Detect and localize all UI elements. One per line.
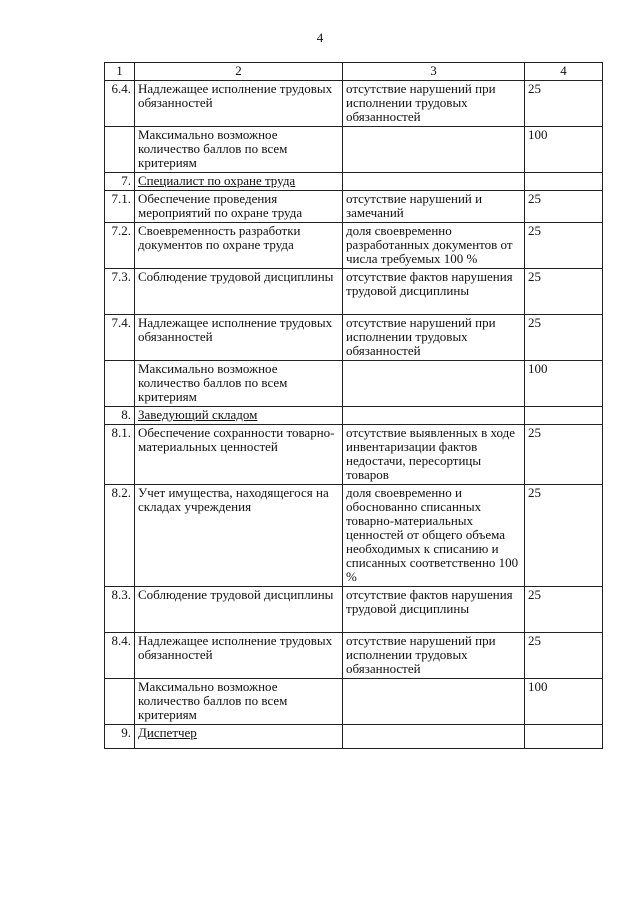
- table-header-row: [105, 63, 603, 81]
- row-number: 7.1.: [105, 191, 135, 223]
- table-row: [105, 361, 603, 407]
- indicator-text: отсутствие нарушений при исполнении трудовых обязанностей: [343, 315, 525, 361]
- indicator-text: отсутствие нарушений и замечаний: [343, 191, 525, 223]
- indicator-text: [343, 407, 525, 425]
- table-row: [105, 191, 603, 223]
- row-number: 8.: [105, 407, 135, 425]
- table-row: [105, 269, 603, 315]
- indicator-text: отсутствие фактов нарушения трудовой дисциплины: [343, 269, 525, 315]
- section-row: [105, 725, 603, 749]
- score-value: [525, 725, 603, 749]
- score-value: 100: [525, 361, 603, 407]
- row-number: 8.3.: [105, 587, 135, 633]
- criterion-text: Диспетчер: [135, 725, 343, 749]
- score-value: [525, 173, 603, 191]
- table-row: [105, 587, 603, 633]
- score-value: 25: [525, 485, 603, 587]
- header-col-4: 4: [525, 63, 603, 81]
- indicator-text: [343, 127, 525, 173]
- score-value: 25: [525, 191, 603, 223]
- table-row: [105, 633, 603, 679]
- indicator-text: отсутствие выявленных в ходе инвентаризации фактов недостачи, пересортицы товаров: [343, 425, 525, 485]
- row-number: [105, 127, 135, 173]
- indicator-text: отсутствие нарушений при исполнении трудовых обязанностей: [343, 81, 525, 127]
- criteria-table: [104, 62, 603, 749]
- criterion-text: Надлежащее исполнение трудовых обязанностей: [135, 633, 343, 679]
- section-row: [105, 173, 603, 191]
- criterion-text: Соблюдение трудовой дисциплины: [135, 587, 343, 633]
- table-row: [105, 223, 603, 269]
- table-row: [105, 315, 603, 361]
- criterion-text: Максимально возможное количество баллов по всем критериям: [135, 127, 343, 173]
- row-number: 7.2.: [105, 223, 135, 269]
- row-number: 8.4.: [105, 633, 135, 679]
- indicator-text: отсутствие нарушений при исполнении трудовых обязанностей: [343, 633, 525, 679]
- row-number: 7.3.: [105, 269, 135, 315]
- table-row: [105, 679, 603, 725]
- indicator-text: [343, 725, 525, 749]
- criterion-text: Специалист по охране труда: [135, 173, 343, 191]
- table-row: [105, 127, 603, 173]
- table-row: [105, 485, 603, 587]
- indicator-text: [343, 173, 525, 191]
- row-number: 9.: [105, 725, 135, 749]
- indicator-text: отсутствие фактов нарушения трудовой дисциплины: [343, 587, 525, 633]
- score-value: 25: [525, 425, 603, 485]
- criterion-text: Максимально возможное количество баллов по всем критериям: [135, 361, 343, 407]
- criterion-text: Учет имущества, находящегося на складах учреждения: [135, 485, 343, 587]
- indicator-text: доля своевременно разработанных документов от числа требуемых 100 %: [343, 223, 525, 269]
- criterion-text: Своевременность разработки документов по охране труда: [135, 223, 343, 269]
- table-body: [105, 81, 603, 749]
- score-value: 25: [525, 269, 603, 315]
- criterion-text: Заведующий складом: [135, 407, 343, 425]
- criterion-text: Максимально возможное количество баллов по всем критериям: [135, 679, 343, 725]
- row-number: 8.2.: [105, 485, 135, 587]
- row-number: 7.4.: [105, 315, 135, 361]
- table-row: [105, 81, 603, 127]
- score-value: [525, 407, 603, 425]
- page-number: 4: [316, 30, 324, 45]
- header-col-3: 3: [343, 63, 525, 81]
- row-number: 7.: [105, 173, 135, 191]
- score-value: 25: [525, 587, 603, 633]
- indicator-text: [343, 679, 525, 725]
- score-value: 25: [525, 81, 603, 127]
- score-value: 100: [525, 127, 603, 173]
- score-value: 100: [525, 679, 603, 725]
- header-col-1: 1: [105, 63, 135, 81]
- criterion-text: Обеспечение сохранности товарно-материальных ценностей: [135, 425, 343, 485]
- row-number: 6.4.: [105, 81, 135, 127]
- criterion-text: Надлежащее исполнение трудовых обязанностей: [135, 315, 343, 361]
- criterion-text: Соблюдение трудовой дисциплины: [135, 269, 343, 315]
- indicator-text: доля своевременно и обоснованно списанных товарно-материальных ценностей от общего объема необходимых к списанию и списанных соответственно 100 %: [343, 485, 525, 587]
- score-value: 25: [525, 315, 603, 361]
- score-value: 25: [525, 223, 603, 269]
- criterion-text: Обеспечение проведения мероприятий по охране труда: [135, 191, 343, 223]
- indicator-text: [343, 361, 525, 407]
- score-value: 25: [525, 633, 603, 679]
- header-col-2: 2: [135, 63, 343, 81]
- criterion-text: Надлежащее исполнение трудовых обязанностей: [135, 81, 343, 127]
- row-number: [105, 679, 135, 725]
- table-row: [105, 425, 603, 485]
- row-number: 8.1.: [105, 425, 135, 485]
- row-number: [105, 361, 135, 407]
- section-row: [105, 407, 603, 425]
